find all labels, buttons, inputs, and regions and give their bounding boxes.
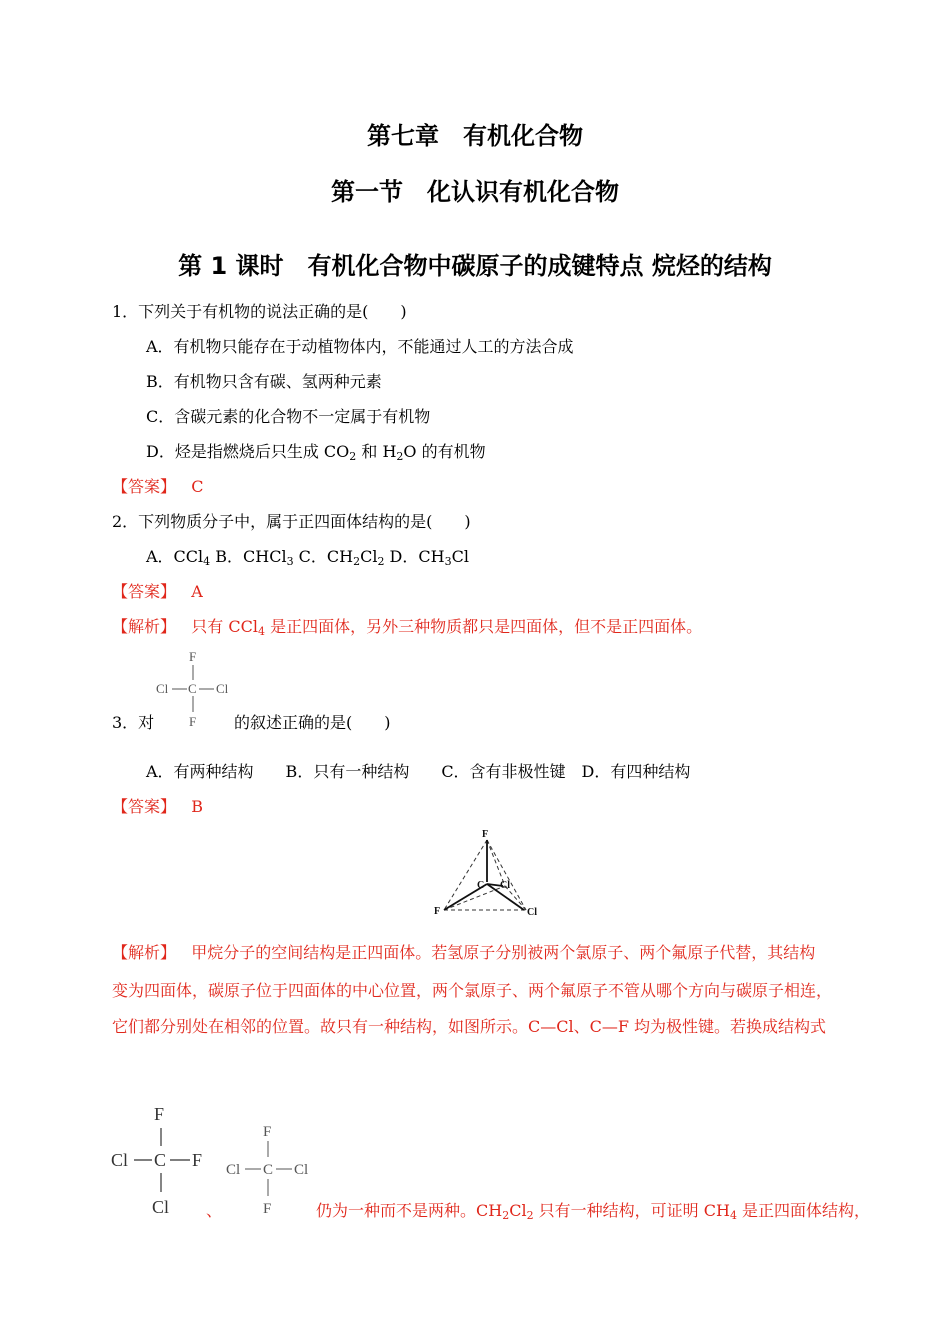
q1-option-b: B．有机物只含有碳、氢两种元素 [146, 372, 382, 391]
q2-options: A．CCl$_4$ B．CHCl$_3$ C．$CH_2Cl_2$ D．$CH_3Cl$ [146, 547, 469, 568]
chapter-title: 第七章 有机化合物 [367, 122, 583, 150]
s1-cl-left: Cl [111, 1150, 129, 1170]
q2-answer: 【答案】 A [112, 582, 203, 601]
structure-formula-1 [106, 1102, 216, 1220]
q3-structure-formula [150, 648, 240, 732]
tetra-f-left: F [434, 906, 441, 917]
q3-answer: 【答案】 B [112, 797, 204, 816]
q1-stem: 1．下列关于有机物的说法正确的是( ) [112, 302, 407, 321]
s2-c: C [263, 1162, 274, 1178]
structure-formula-2 [222, 1120, 318, 1220]
s2-cl-left: Cl [226, 1162, 241, 1178]
q1-option-a: A．有机物只能存在于动植物体内，不能通过人工的方法合成 [146, 337, 574, 356]
atom-cl-left: Cl [156, 681, 169, 696]
q2-stem: 2．下列物质分子中，属于正四面体结构的是( ) [112, 512, 471, 531]
q1-option-d: D．烃是指燃烧后只生成 $CO_2$ 和 $H_2O$ 的有机物 [146, 442, 486, 463]
structure-separator: 、 [206, 1201, 223, 1220]
q2-explanation: 【解析】 只有 CCl$_4$ 是正四面体，另外三种物质都只是四面体，但不是正四面体。 [112, 617, 703, 638]
q3-options: A．有两种结构 B．只有一种结构 C．含有非极性键 D．有四种结构 [146, 762, 691, 781]
q3-stem-suffix: 的叙述正确的是( ) [234, 713, 391, 732]
atom-f-bottom: F [189, 714, 197, 729]
section-title: 第一节 化认识有机化合物 [331, 178, 619, 206]
q3-explanation-line1: 【解析】 甲烷分子的空间结构是正四面体。若氢原子分别被两个氯原子、两个氟原子代替，其结构 [112, 943, 816, 962]
tetra-cl-right: Cl [527, 907, 537, 918]
s1-f-right: F [192, 1150, 203, 1170]
tetrahedron-diagram [430, 826, 548, 920]
q3-explanation-line2: 变为四面体，碳原子位于四面体的中心位置，两个氯原子、两个氟原子不管从哪个方向与碳原子相连， [112, 981, 833, 1000]
atom-cl-right: Cl [216, 681, 229, 696]
q3-stem-prefix: 3．对 [112, 713, 155, 732]
s1-c: C [154, 1150, 167, 1170]
q1-option-c: C．含碳元素的化合物不一定属于有机物 [146, 407, 431, 426]
q3-explanation-last: 仍为一种而不是两种。$CH_2Cl_2$ 只有一种结构，可证明 $CH_4$ 是正四面体结构， [316, 1201, 871, 1222]
lesson-title: 第 1 课时 有机化合物中碳原子的成键特点 烷烃的结构 [178, 252, 772, 280]
s1-f-top: F [154, 1104, 165, 1124]
s2-cl-right: Cl [294, 1162, 309, 1178]
tetra-f-top: F [482, 829, 489, 840]
atom-f-top: F [189, 649, 197, 664]
tetra-c: C [477, 880, 485, 891]
tetra-cl-mid: Cl [500, 880, 510, 891]
q1-answer: 【答案】 C [112, 477, 204, 496]
q3-explanation-line3: 它们都分别处在相邻的位置。故只有一种结构，如图所示。C—Cl、C—F 均为极性键。若换成结构式 [112, 1017, 827, 1036]
s1-cl-bottom: Cl [152, 1197, 170, 1217]
s2-f-bottom: F [263, 1201, 272, 1217]
atom-c-center: C [188, 681, 197, 696]
s2-f-top: F [263, 1124, 272, 1140]
